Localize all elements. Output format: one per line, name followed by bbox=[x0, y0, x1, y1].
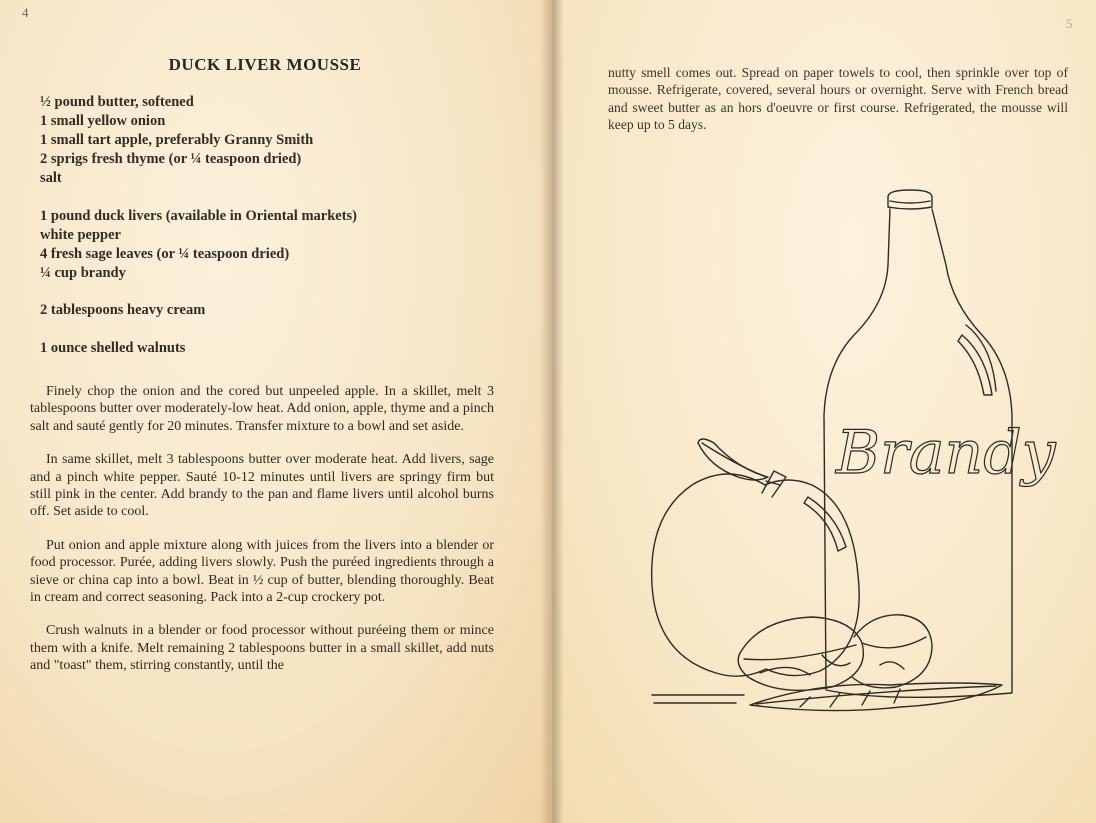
instruction-paragraph: Crush walnuts in a blender or food processor without puréeing them or mince them with a knife. Melt remaining 2 tablespoons butter in a small skillet, add nuts and "toast" them, stirring constantly, until the bbox=[30, 623, 494, 674]
book-gutter bbox=[540, 0, 564, 823]
ingredient-line: 1 small yellow onion bbox=[40, 113, 166, 129]
ingredient-line: 4 fresh sage leaves (or ¼ teaspoon dried) bbox=[40, 245, 290, 262]
ingredient-group bbox=[40, 339, 510, 358]
page-number: 4 bbox=[22, 5, 29, 20]
ingredient-line: white pepper bbox=[40, 226, 121, 243]
continued-instruction: nutty smell comes out. Spread on paper towels to cool, then sprinkle over top of mousse. Refrigerate, covered, several hours or overnight. Serve with French bread and sweet butter as an hors d'oeuvre or first course. Refrigerated, the mousse will keep up to 5 days. bbox=[608, 65, 1068, 133]
ingredient-group bbox=[40, 93, 510, 188]
bottle-label-text: Brandy bbox=[836, 418, 1056, 488]
instruction-paragraph: Put onion and apple mixture along with juices from the livers into a blender or food processor. Purée, adding livers slowly. Push the puréed ingredients through a sieve or china cap into a bowl. Beat in ½ cup of butter, blending thoroughly. Beat in cream and correct seasoning. Pack into a 2-cup crockery pot. bbox=[30, 537, 494, 606]
ingredient-line: salt bbox=[40, 170, 62, 186]
ingredient-line: ¼ cup brandy bbox=[40, 264, 126, 281]
ingredient-line: 1 pound duck livers (available in Oriental markets) bbox=[40, 207, 358, 224]
ingredient-line: ½ pound butter, softened bbox=[40, 94, 194, 110]
brandy-still-life-illustration bbox=[640, 185, 1056, 725]
table-line bbox=[652, 695, 744, 703]
instructions bbox=[30, 383, 494, 691]
walnut-icon bbox=[738, 615, 932, 690]
apple-icon bbox=[652, 439, 860, 676]
recipe-title: DUCK LIVER MOUSSE bbox=[168, 55, 362, 74]
page-number: 5 bbox=[1066, 16, 1073, 31]
ingredient-group bbox=[40, 301, 510, 320]
ingredient-line: 2 tablespoons heavy cream bbox=[40, 302, 206, 318]
ingredient-list bbox=[40, 93, 510, 376]
instruction-paragraph: Finely chop the onion and the cored but unpeeled apple. In a skillet, melt 3 tablespoons butter over moderately-low heat. Add onion, apple, thyme and a pinch salt and sauté gently for 20 minutes. Transfer mixture to a bowl and set aside. bbox=[30, 384, 494, 434]
ingredient-group bbox=[40, 207, 510, 283]
instruction-paragraph: In same skillet, melt 3 tablespoons butter over moderate heat. Add livers, sage and a pinch white pepper. Sauté 10-12 minutes until livers are springy firm but still pink in the center. Add brandy to the pan and flame livers until alcohol burns off. Set aside to cool. bbox=[30, 452, 494, 520]
ingredient-line: 2 sprigs fresh thyme (or ¼ teaspoon dried) bbox=[40, 151, 302, 167]
ingredient-line: 1 ounce shelled walnuts bbox=[40, 339, 186, 356]
ingredient-line: 1 small tart apple, preferably Granny Smith bbox=[40, 132, 314, 148]
